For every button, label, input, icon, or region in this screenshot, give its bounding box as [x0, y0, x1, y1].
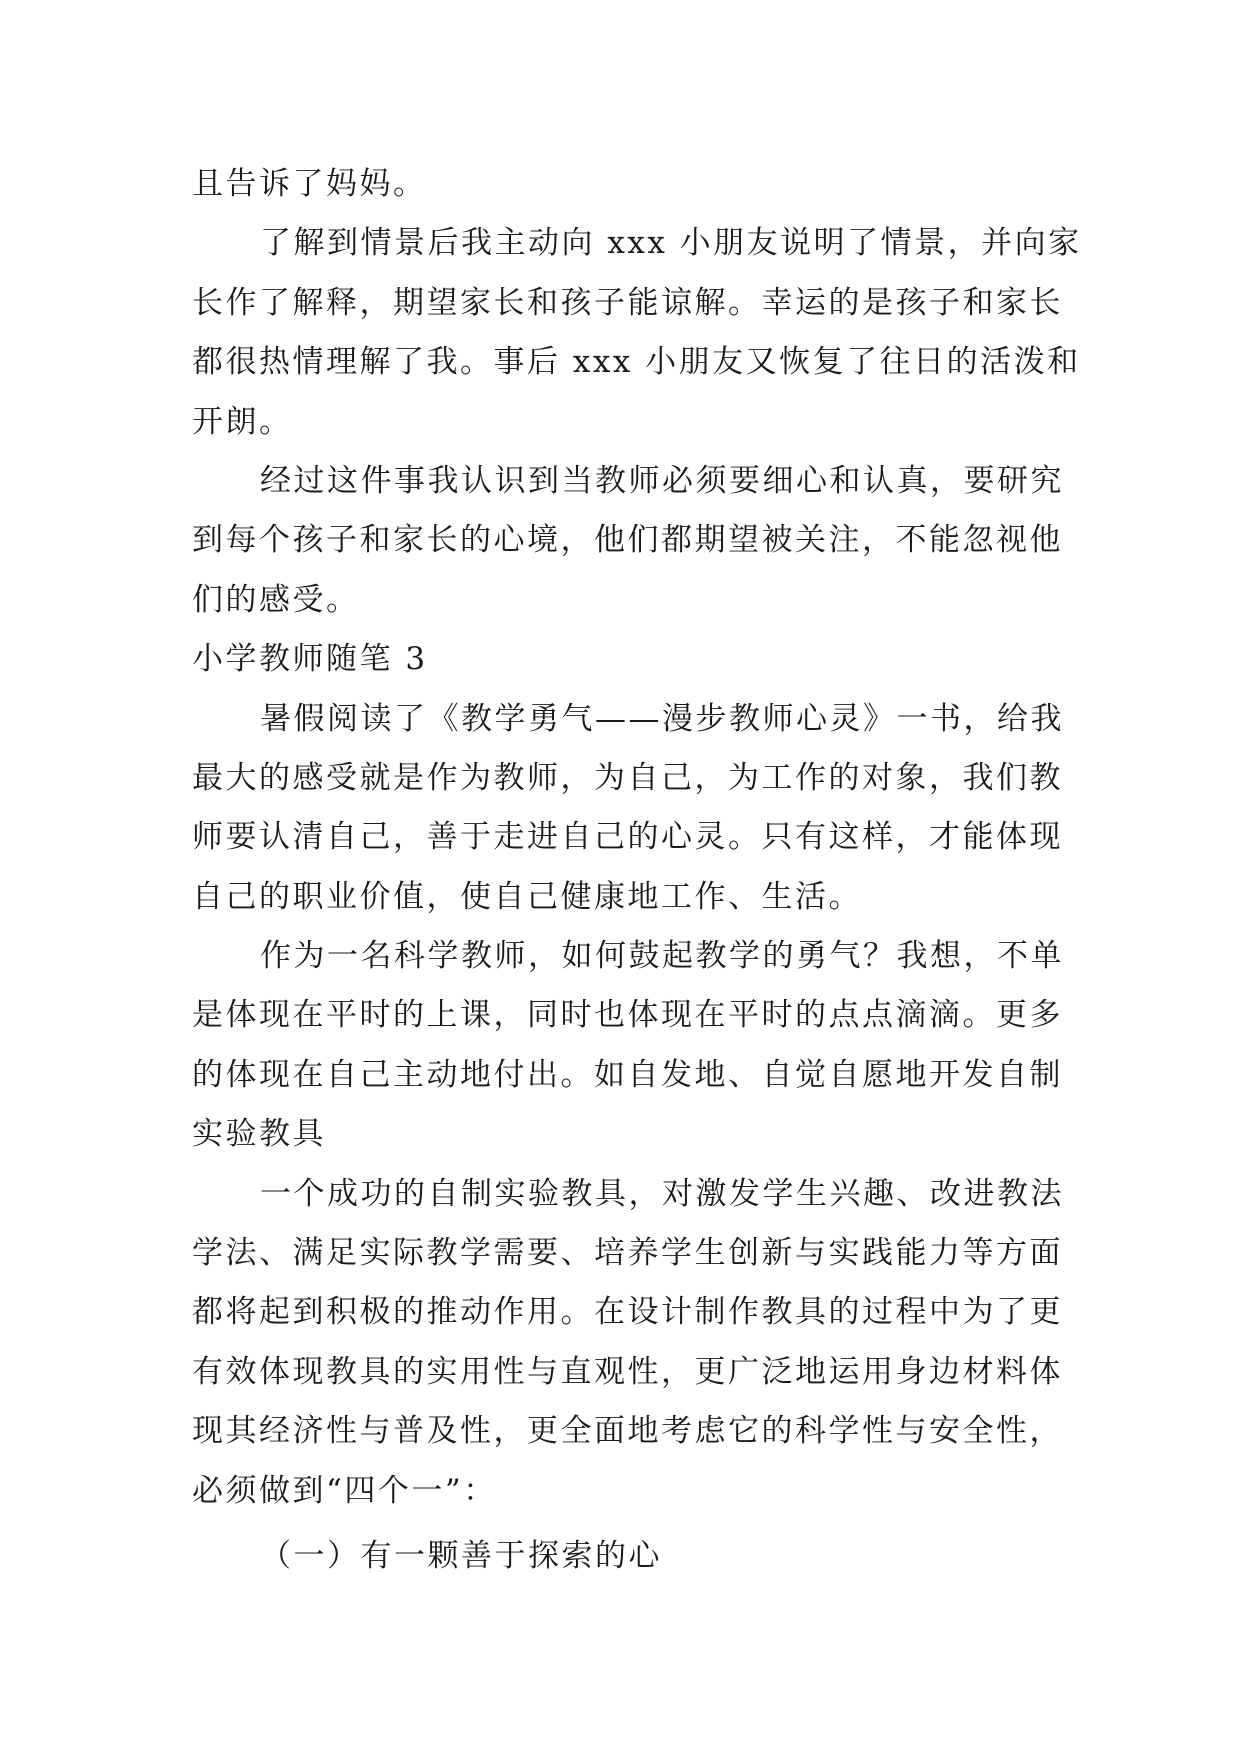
- text-line: 实验教具: [192, 1116, 326, 1153]
- text-line: 们的感受。: [192, 581, 360, 618]
- text-line: 长作了解释，期望家长和孩子能谅解。幸运的是孩子和家长: [192, 284, 1063, 321]
- text-line: 的体现在自己主动地付出。如自发地、自觉自愿地开发自制: [192, 1056, 1063, 1093]
- paragraph-first-line: 作为一名科学教师，如何鼓起教学的勇气？我想，不单: [260, 938, 1064, 975]
- text-line: 开朗。: [192, 403, 293, 440]
- section-heading: 小学教师随笔 3: [192, 641, 428, 678]
- text-line: 是体现在平时的上课，同时也体现在平时的点点滴滴。更多: [192, 997, 1063, 1034]
- text-line: 且告诉了妈妈。: [192, 166, 427, 202]
- text-line: 必须做到“四个一”：: [192, 1472, 497, 1509]
- text-line: 最大的感受就是作为教师，为自己，为工作的对象，我们教: [192, 759, 1063, 796]
- text-line: 到每个孩子和家长的心境，他们都期望被关注，不能忽视他: [192, 522, 1063, 559]
- paragraph-first-line: 了解到情景后我主动向 xxx 小朋友说明了情景，并向家: [260, 225, 1082, 262]
- text-line: 都很热情理解了我。事后 xxx 小朋友又恢复了往日的活泼和: [192, 344, 1081, 381]
- text-line: 自己的职业价值，使自己健康地工作、生活。: [192, 878, 862, 915]
- text-line: 师要认清自己，善于走进自己的心灵。只有这样，才能体现: [192, 819, 1063, 856]
- paragraph-first-line: 经过这件事我认识到当教师必须要细心和认真，要研究: [260, 462, 1064, 499]
- text-line: 学法、满足实际教学需要、培养学生创新与实践能力等方面: [192, 1235, 1063, 1272]
- paragraph-first-line: 一个成功的自制实验教具，对激发学生兴趣、改进教法: [260, 1175, 1064, 1212]
- document-body: [192, 155, 1082, 1586]
- text-line: 都将起到积极的推动作用。在设计制作教具的过程中为了更: [192, 1294, 1063, 1331]
- paragraph-first-line: 暑假阅读了《教学勇气——漫步教师心灵》一书，给我: [260, 700, 1064, 737]
- subsection-heading: （一）有一颗善于探索的心: [260, 1537, 662, 1574]
- text-line: 有效体现教具的实用性与直观性，更广泛地运用身边材料体: [192, 1353, 1063, 1390]
- text-line: 现其经济性与普及性，更全面地考虑它的科学性与安全性，: [192, 1413, 1063, 1450]
